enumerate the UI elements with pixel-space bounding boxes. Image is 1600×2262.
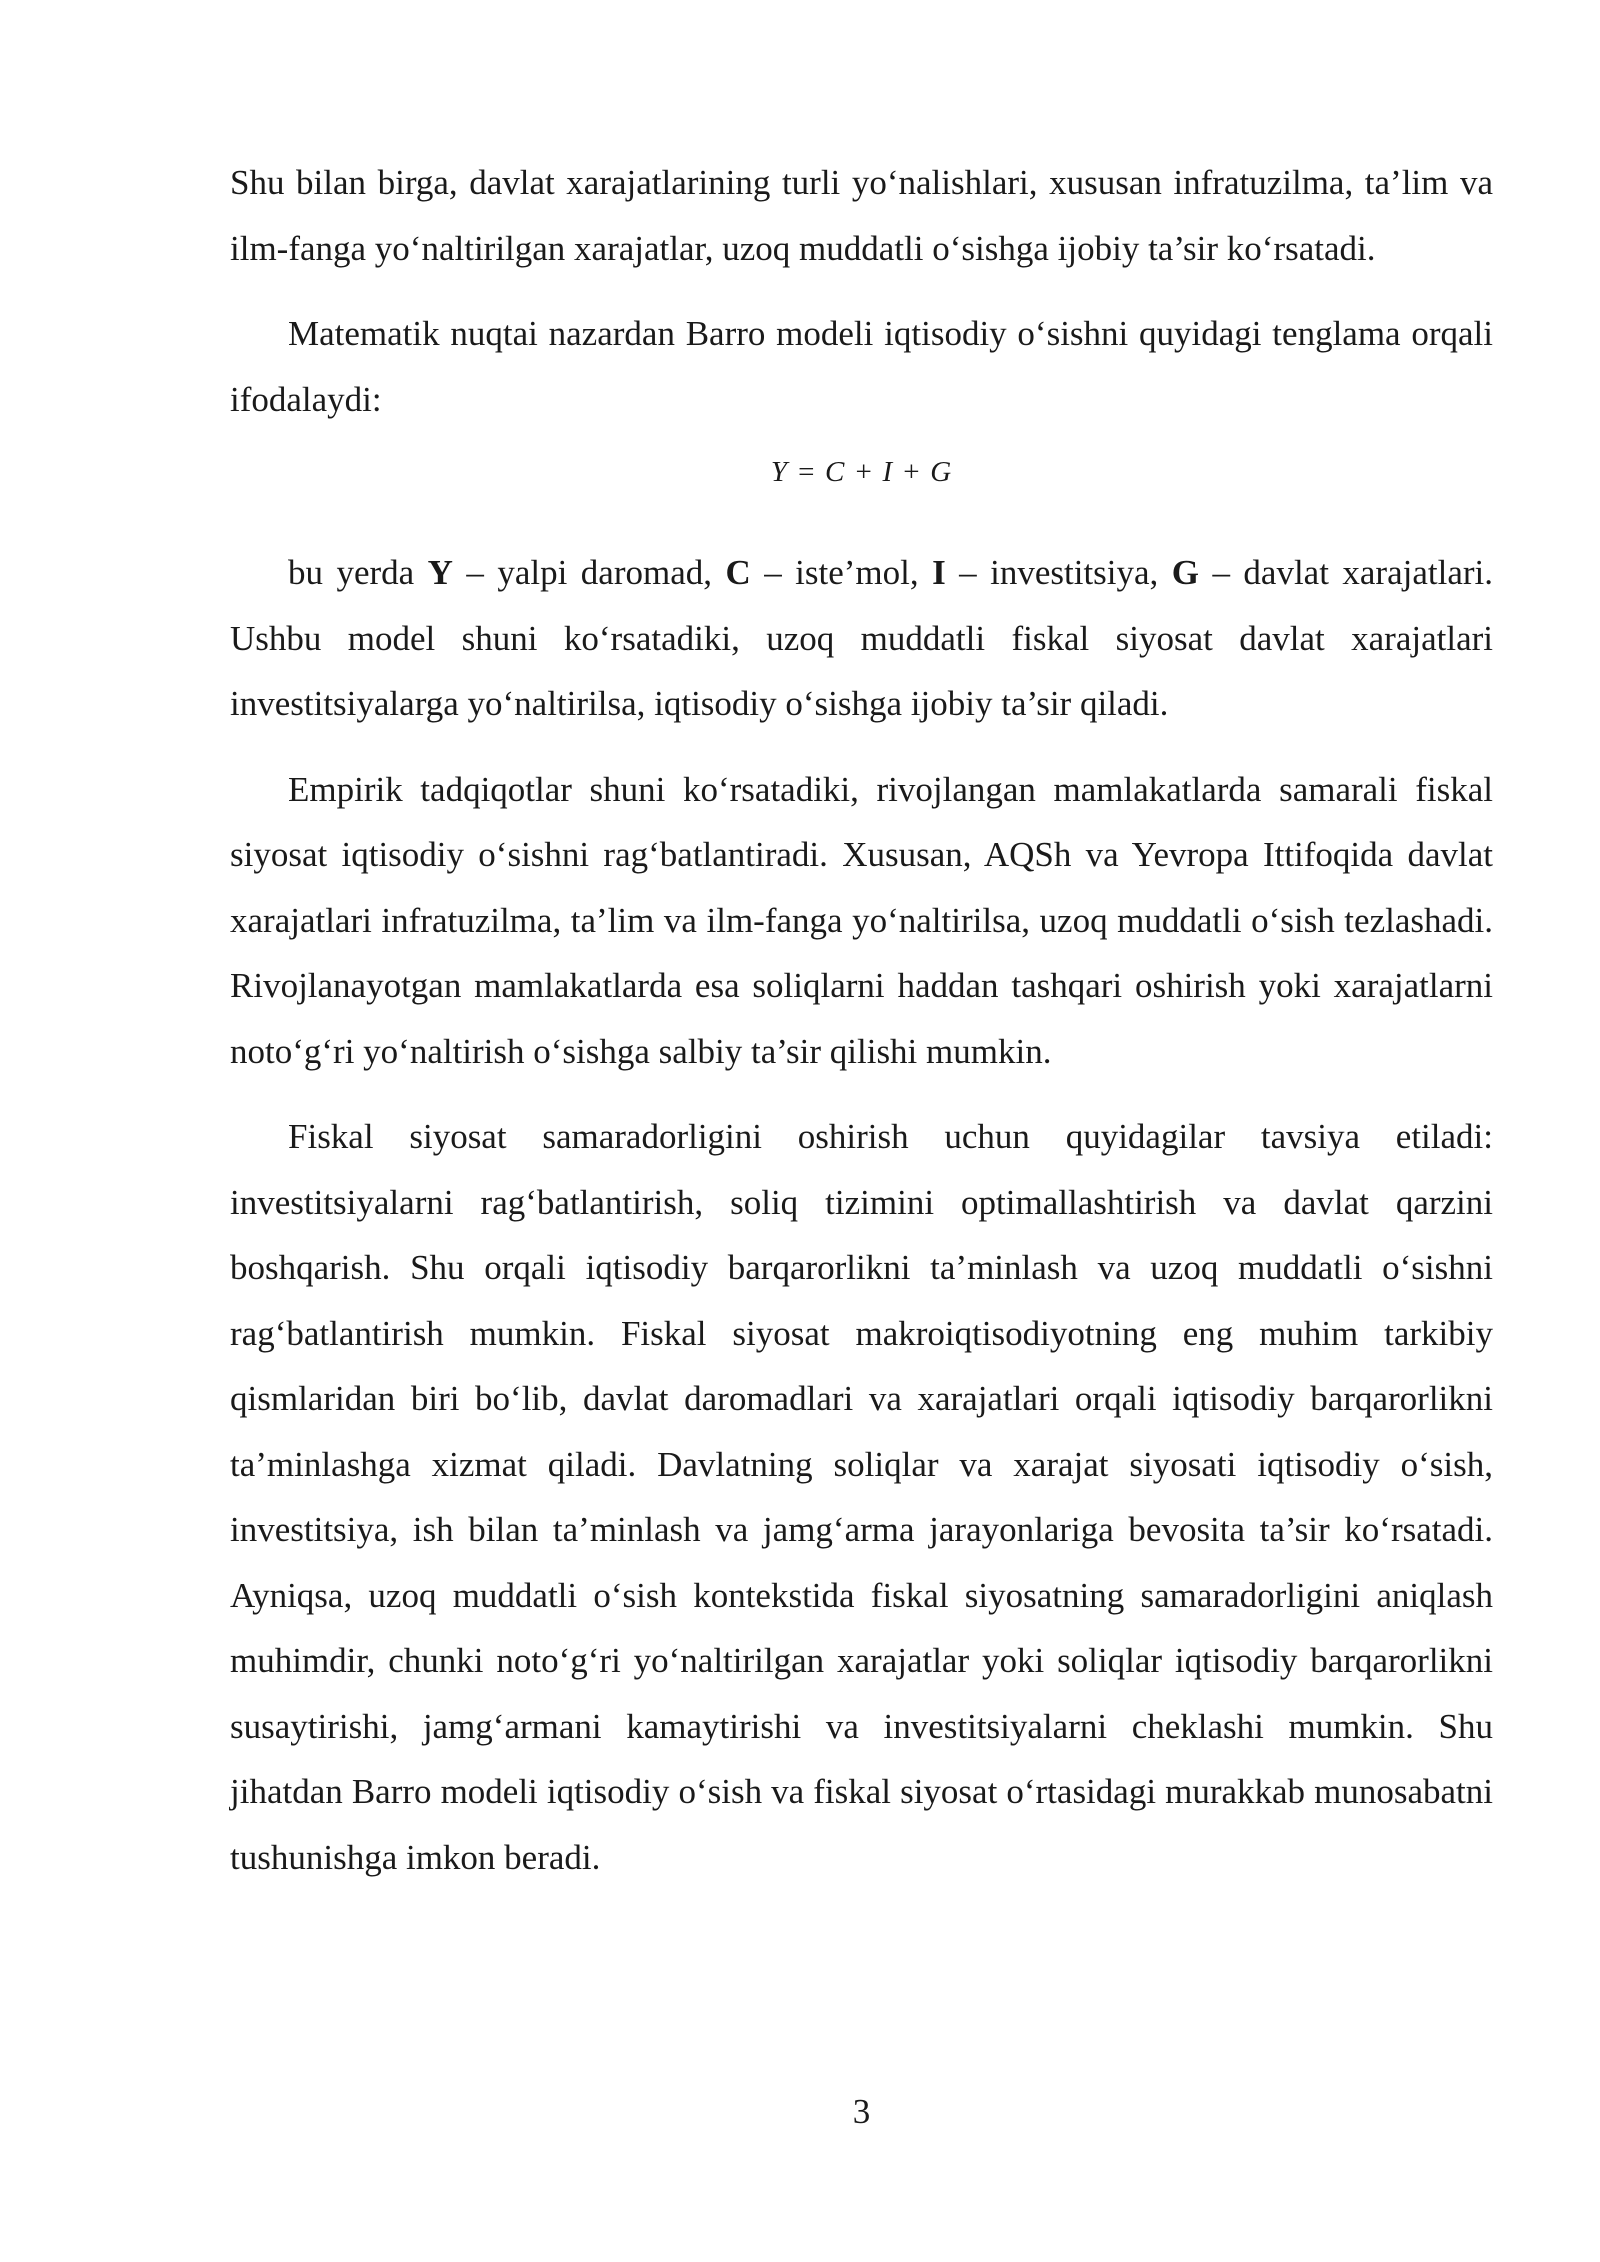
paragraph-3: [230, 540, 1493, 737]
paragraph-1: Shu bilan birga, davlat xarajatlarining turli yo‘nalishlari, xususan infratuzilma, ta’lim va ilm-fanga yo‘naltirilgan xarajatlar, uzoq muddatli o‘sishga ijobiy ta’sir ko‘rsatadi.: [230, 163, 1493, 268]
paragraph-4: Empirik tadqiqotlar shuni ko‘rsatadiki, rivojlangan mamlakatlarda samarali fiskal siyosat iqtisodiy o‘sishni rag‘batlantiradi. Xususan, AQSh va Yevropa Ittifoqida davlat xarajatlari infratuzilma, ta’lim va ilm-fanga yo‘naltirilsa, uzoq muddatli o‘sish tezlashadi. Rivojlanayotgan mamlakatlarda esa soliqlarni haddan tashqari oshirish yoki xarajatlarni noto‘g‘ri yo‘naltirish o‘sishga salbiy ta’sir qilishi mumkin.: [230, 769, 1493, 1071]
symbol-g: G: [1171, 553, 1199, 592]
symbol-y: Y: [427, 553, 453, 592]
body-text: [230, 150, 1493, 1910]
symbol-i: I: [932, 553, 946, 592]
page-number: 3: [852, 2092, 871, 2131]
paragraph-3-text-1: bu yerda: [288, 553, 428, 592]
paragraph-3-text-2: – yalpi daromad,: [452, 553, 726, 592]
paragraph-3-text-3: – iste’mol,: [750, 553, 933, 592]
paragraph-3-text-5: – davlat xarajatlari. Ushbu model shuni ko‘rsatadiki, uzoq muddatli fiskal siyosat davlat xarajatlari investitsiyalarga yo‘naltirilsa, iqtisodiy o‘sishga ijobiy ta’sir qiladi.: [230, 553, 1493, 723]
symbol-c: C: [725, 553, 751, 592]
paragraph-3-text-4: – investitsiya,: [945, 553, 1172, 592]
barro-equation: Y = C + I + G: [770, 456, 953, 488]
paragraph-2: Matematik nuqtai nazardan Barro modeli iqtisodiy o‘sishni quyidagi tenglama orqali ifodalaydi:: [230, 314, 1493, 419]
paragraph-5: Fiskal siyosat samaradorligini oshirish uchun quyidagilar tavsiya etiladi: investitsiyalarni rag‘batlantirish, soliq tizimini optimallashtirish va davlat qarzini boshqarish. Shu orqali iqtisodiy barqarorlikni ta’minlash va uzoq muddatli o‘sishni rag‘batlantirish mumkin. Fiskal siyosat makroiqtisodiyotning eng muhim tarkibiy qismlaridan biri bo‘lib, davlat daromadlari va xarajatlari orqali iqtisodiy barqarorlikni ta’minlashga xizmat qiladi. Davlatning soliqlar va xarajat siyosati iqtisodiy o‘sish, investitsiya, ish bilan ta’minlash va jamg‘arma jarayonlariga bevosita ta’sir ko‘rsatadi. Ayniqsa, uzoq muddatli o‘sish kontekstida fiskal siyosatning samaradorligini aniqlash muhimdir, chunki noto‘g‘ri yo‘naltirilgan xarajatlar yoki soliqlar iqtisodiy barqarorlikni susaytirishi, jamg‘armani kamaytirishi va investitsiyalarni cheklashi mumkin. Shu jihatdan Barro modeli iqtisodiy o‘sish va fiskal siyosat o‘rtasidagi murakkab munosabatni tushunishga imkon beradi.: [230, 1117, 1493, 1877]
